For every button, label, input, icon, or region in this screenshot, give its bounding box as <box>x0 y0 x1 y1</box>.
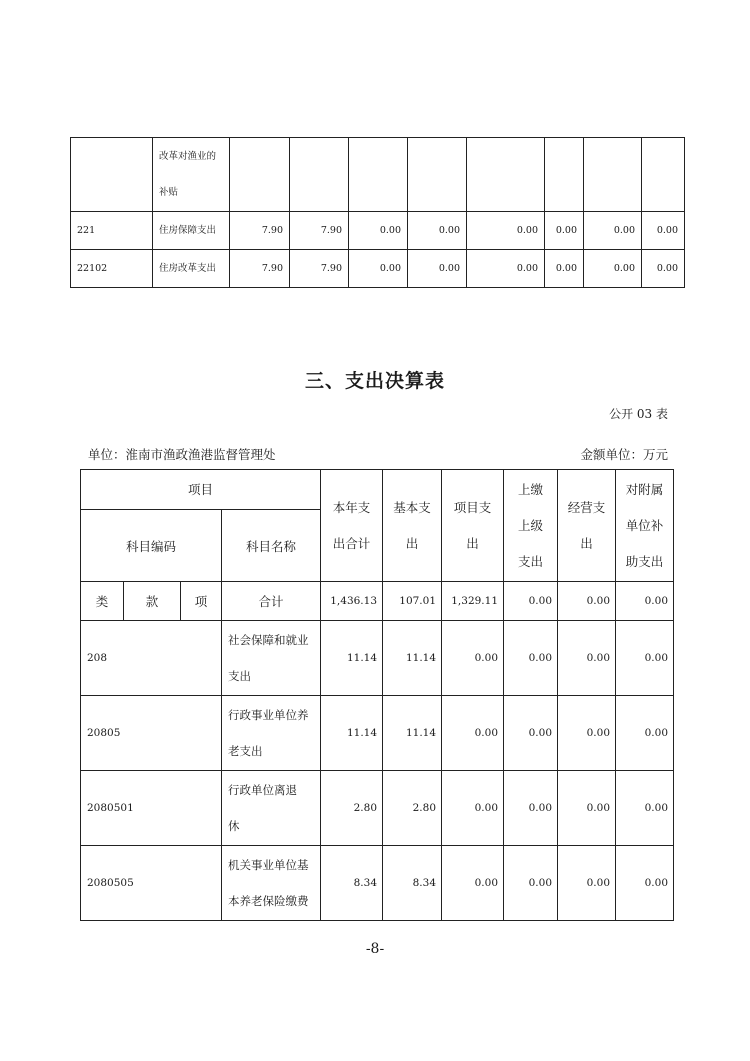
subject-name-line: 社会保障和就业 <box>228 633 309 647</box>
amount-cell: 0.00 <box>504 621 558 696</box>
header-col-operating: 经营支 出 <box>558 470 616 582</box>
subject-name-line: 本养老保险缴费 <box>228 894 309 908</box>
amount-cell: 0.00 <box>558 846 616 921</box>
previous-table-continuation <box>70 137 685 288</box>
header-col-total: 本年支 出合计 <box>321 470 383 582</box>
amount-cell <box>642 138 685 212</box>
amount-cell: 7.90 <box>290 212 349 250</box>
total-label: 合计 <box>222 582 321 621</box>
subject-name-line: 住房改革支出 <box>159 262 217 274</box>
page-number: -8- <box>365 941 385 957</box>
subject-name <box>222 846 321 921</box>
amount-cell: 2.80 <box>321 771 383 846</box>
amount-cell: 0.00 <box>642 212 685 250</box>
amount-cell: 0.00 <box>545 250 584 288</box>
expenditure-table <box>80 469 674 921</box>
header-kuan: 款 <box>124 582 181 621</box>
amount-cell: 0.00 <box>584 212 642 250</box>
total-value: 0.00 <box>616 582 674 621</box>
amount-cell: 8.34 <box>321 846 383 921</box>
amount-cell: 0.00 <box>504 696 558 771</box>
table-row <box>71 212 685 250</box>
amount-cell <box>290 138 349 212</box>
amount-cell: 11.14 <box>321 621 383 696</box>
reporting-unit: 单位：淮南市渔政渔港监督管理处 <box>88 447 276 462</box>
subject-code: 208 <box>81 621 222 696</box>
amount-cell: 11.14 <box>383 696 442 771</box>
amount-cell: 2.80 <box>383 771 442 846</box>
total-value: 0.00 <box>558 582 616 621</box>
amount-cell <box>408 138 467 212</box>
amount-cell: 0.00 <box>616 771 674 846</box>
total-value: 0.00 <box>504 582 558 621</box>
subject-name <box>153 138 230 212</box>
amount-cell: 0.00 <box>349 212 408 250</box>
amount-cell: 0.00 <box>558 696 616 771</box>
amount-cell: 0.00 <box>442 771 504 846</box>
subject-code: 22102 <box>71 250 153 288</box>
table-row <box>81 846 674 921</box>
amount-cell <box>584 138 642 212</box>
amount-cell: 0.00 <box>616 846 674 921</box>
total-value: 1,329.11 <box>442 582 504 621</box>
subject-name-line: 补贴 <box>159 186 179 198</box>
amount-cell <box>467 138 545 212</box>
amount-cell: 0.00 <box>408 250 467 288</box>
amount-cell: 0.00 <box>408 212 467 250</box>
subject-code: 2080505 <box>81 846 222 921</box>
subject-name <box>222 621 321 696</box>
amount-cell: 11.14 <box>383 621 442 696</box>
amount-cell: 0.00 <box>642 250 685 288</box>
header-xiang: 项 <box>181 582 222 621</box>
subject-name <box>153 212 230 250</box>
total-row <box>81 582 674 621</box>
header-subject-name: 科目名称 <box>222 510 321 582</box>
subject-name-line: 行政单位离退 <box>228 783 297 797</box>
amount-cell: 0.00 <box>558 621 616 696</box>
table-row <box>81 621 674 696</box>
form-number: 公开 03 表 <box>609 407 668 421</box>
table-row <box>81 696 674 771</box>
subject-name-line: 支出 <box>228 669 251 683</box>
amount-unit: 金额单位：万元 <box>580 447 668 462</box>
amount-cell: 0.00 <box>504 846 558 921</box>
header-project: 项目 <box>81 470 321 510</box>
subject-code: 20805 <box>81 696 222 771</box>
subject-code: 221 <box>71 212 153 250</box>
amount-cell: 0.00 <box>442 621 504 696</box>
section-title: 三、支出决算表 <box>304 370 445 392</box>
amount-cell: 0.00 <box>442 846 504 921</box>
amount-cell: 0.00 <box>349 250 408 288</box>
table-row <box>81 771 674 846</box>
subject-name-line: 老支出 <box>228 744 263 758</box>
subject-name-line: 休 <box>228 819 240 833</box>
amount-cell: 7.90 <box>230 212 290 250</box>
amount-cell: 0.00 <box>616 696 674 771</box>
header-col-subsidy: 对附属 单位补 助支出 <box>616 470 674 582</box>
subject-name-line: 行政事业单位养 <box>228 708 309 722</box>
amount-cell: 0.00 <box>584 250 642 288</box>
subject-code: 2080501 <box>81 771 222 846</box>
header-row-1 <box>81 470 674 510</box>
header-col-basic: 基本支 出 <box>383 470 442 582</box>
subject-name <box>153 250 230 288</box>
subject-name-line: 改革对渔业的 <box>159 150 217 162</box>
amount-cell: 7.90 <box>230 250 290 288</box>
subject-name <box>222 771 321 846</box>
table-row <box>71 250 685 288</box>
table-row <box>71 138 685 212</box>
header-col-remit: 上缴 上级 支出 <box>504 470 558 582</box>
subject-name-line: 机关事业单位基 <box>228 858 309 872</box>
amount-cell: 7.90 <box>290 250 349 288</box>
total-value: 107.01 <box>383 582 442 621</box>
header-lei: 类 <box>81 582 124 621</box>
amount-cell: 0.00 <box>616 621 674 696</box>
amount-cell <box>349 138 408 212</box>
amount-cell: 11.14 <box>321 696 383 771</box>
amount-cell: 0.00 <box>545 212 584 250</box>
amount-cell: 0.00 <box>442 696 504 771</box>
amount-cell: 0.00 <box>467 212 545 250</box>
amount-cell <box>545 138 584 212</box>
amount-cell <box>230 138 290 212</box>
total-value: 1,436.13 <box>321 582 383 621</box>
subject-code <box>71 138 153 212</box>
amount-cell: 0.00 <box>558 771 616 846</box>
subject-name-line: 住房保障支出 <box>159 224 217 236</box>
amount-cell: 0.00 <box>504 771 558 846</box>
amount-cell: 0.00 <box>467 250 545 288</box>
amount-cell: 8.34 <box>383 846 442 921</box>
header-subject-code: 科目编码 <box>81 510 222 582</box>
subject-name <box>222 696 321 771</box>
header-col-project: 项目支 出 <box>442 470 504 582</box>
